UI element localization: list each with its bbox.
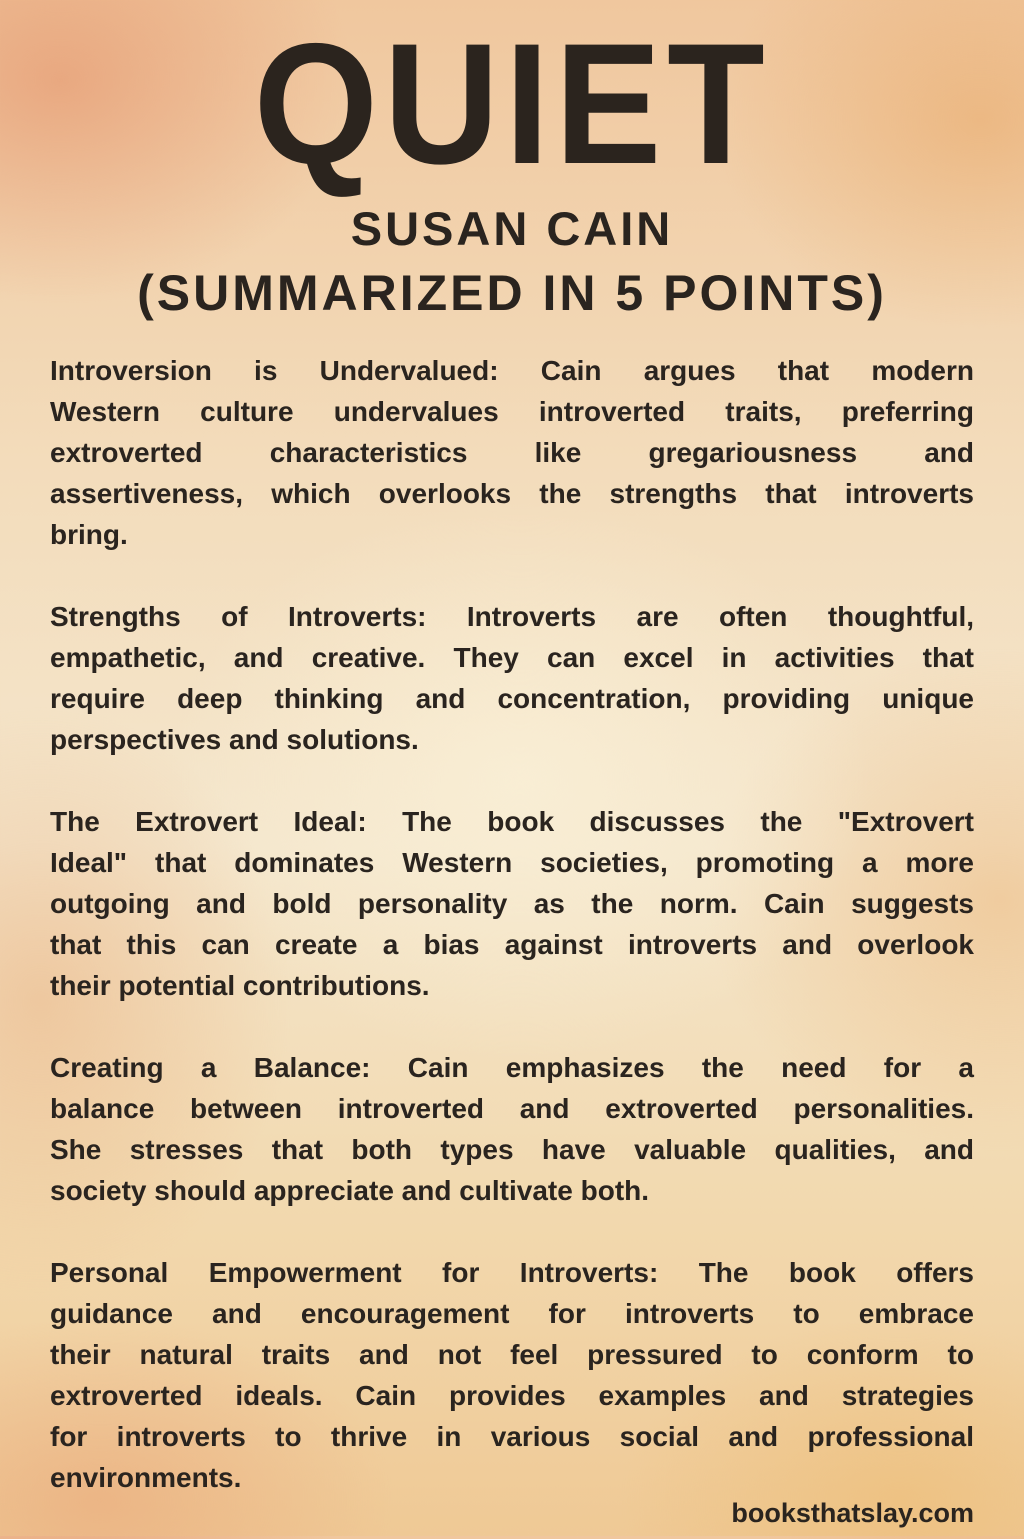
- summary-line: Personal Empowerment for Introverts: The book offers: [50, 1257, 974, 1288]
- summary-line: Western culture undervalues introverted traits, preferring: [50, 396, 974, 427]
- summary-line: society should appreciate and cultivate both.: [50, 1175, 650, 1206]
- summary-line: their potential contributions.: [50, 970, 430, 1001]
- summary-line: assertiveness, which overlooks the strengths that introverts: [50, 478, 974, 509]
- summary-point: [50, 801, 974, 1006]
- summary-line: require deep thinking and concentration, providing unique: [50, 683, 974, 714]
- summary-line: environments.: [50, 1462, 242, 1493]
- author-name: SUSAN CAIN: [350, 202, 674, 255]
- summary-line: that this can create a bias against introverts and overlook: [50, 929, 974, 960]
- summary-point: [50, 1047, 974, 1211]
- summary-line: extroverted ideals. Cain provides examples and strategies: [50, 1380, 974, 1411]
- summary-point: [50, 350, 974, 555]
- website-credit: booksthatslay.com: [731, 1498, 974, 1528]
- summary-line: Ideal" that dominates Western societies, promoting a more: [50, 847, 974, 878]
- summary-line: their natural traits and not feel pressured to conform to: [50, 1339, 974, 1370]
- summary-line: Introversion is Undervalued: Cain argues that modern: [50, 355, 974, 386]
- summary-point: [50, 1252, 974, 1498]
- summary-line: empathetic, and creative. They can excel in activities that: [50, 642, 974, 673]
- summary-line: extroverted characteristics like gregariousness and: [50, 437, 974, 468]
- summary-line: outgoing and bold personality as the norm. Cain suggests: [50, 888, 974, 919]
- book-title: QUIET: [253, 8, 771, 200]
- summary-line: The Extrovert Ideal: The book discusses the "Extrovert: [50, 806, 974, 837]
- summary-line: bring.: [50, 519, 128, 550]
- summary-line: Creating a Balance: Cain emphasizes the need for a: [50, 1052, 974, 1083]
- summary-line: She stresses that both types have valuable qualities, and: [50, 1134, 974, 1165]
- summary-line: guidance and encouragement for introverts to embrace: [50, 1298, 974, 1329]
- summary-line: balance between introverted and extroverted personalities.: [50, 1093, 974, 1124]
- summary-line: for introverts to thrive in various social and professional: [50, 1421, 974, 1452]
- summary-line: Strengths of Introverts: Introverts are often thoughtful,: [50, 601, 974, 632]
- summary-line: perspectives and solutions.: [50, 724, 419, 755]
- summary-point: [50, 596, 974, 760]
- summary-points: [50, 350, 974, 1539]
- subtitle: (SUMMARIZED IN 5 POINTS): [137, 265, 887, 321]
